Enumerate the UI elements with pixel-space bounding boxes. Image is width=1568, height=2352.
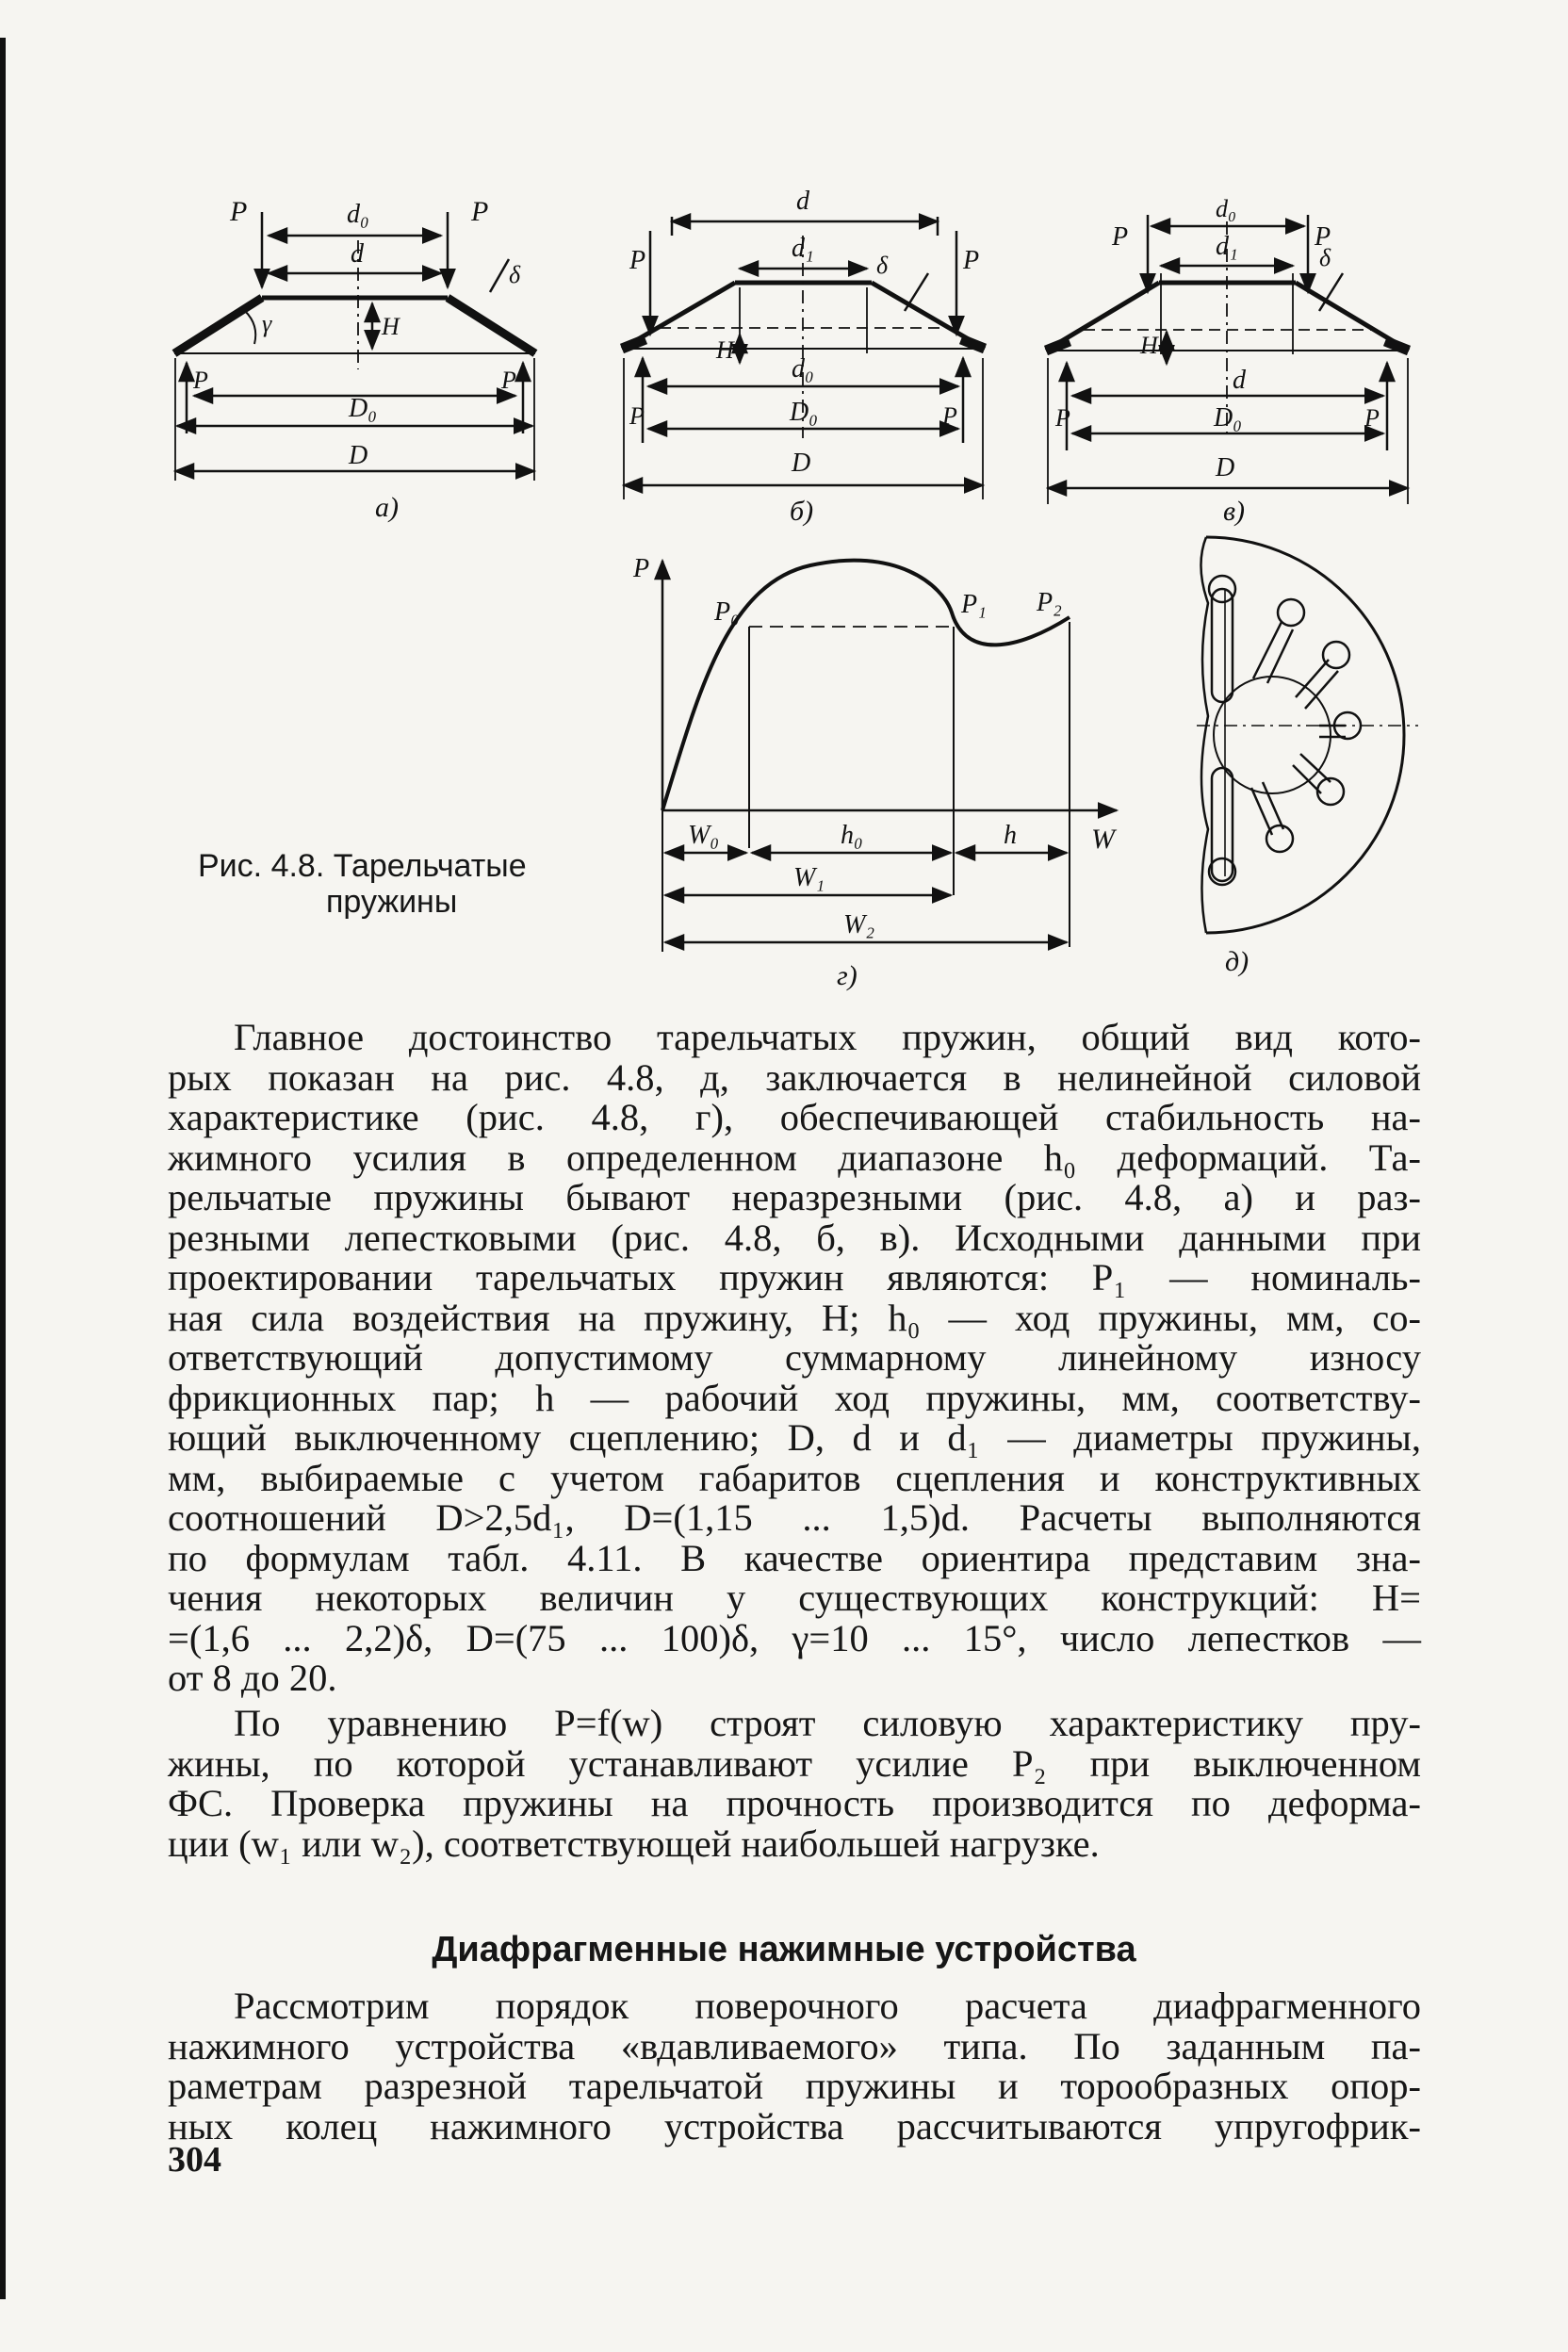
text-line: ции (w₁ или w₂), соответствующей наибольшей нагрузке. [168,1821,1100,1865]
panel-a-label-p-left: P [230,196,248,227]
panel-b-label-H: H [716,336,734,364]
page-number: 304 [168,2140,221,2180]
panel-b-label-p-left: P [629,246,646,275]
text-line: мм, выбираемые с учетом габаритов сцепления и конструктивных [168,1456,1421,1499]
panel-v-label-D: D [1216,453,1235,482]
panel-g-axis-W: W [1091,824,1115,855]
panel-g-label-h: h [1004,821,1017,850]
text-line: Главное достоинство тарельчатых пружин, общий вид кото- [234,1016,1421,1058]
text-line: соотношений D>2,5d₁, D=(1,15 ... 1,5)d. Расчеты выполняются [168,1496,1421,1539]
panel-b-label-D: D [792,449,811,478]
panel-g-label-W2: W₂ [843,910,875,939]
panel-v-label-p-bottom-left: P [1055,404,1070,432]
panel-v-label-delta: δ [1319,244,1331,271]
panel-label-v: в) [1223,496,1246,527]
panel-b-label-d0: d₀ [792,354,814,384]
text-line: рельчатые пружины бывают неразрезными (рис. 4.8, а) и раз- [168,1176,1421,1218]
panel-b-label-d: d [796,187,809,216]
panel-label-d: д) [1225,946,1250,977]
panel-a-label-D: D [349,441,368,470]
text-line: =(1,6 ... 2,2)δ, D=(75 ... 100)δ, γ=10 ... 15°, число лепестков — [168,1616,1421,1659]
panel-a-label-d0: d₀ [347,200,369,229]
panel-label-b: б) [790,496,814,527]
text-line: ных колец нажимного устройства рассчитываются упругофрик- [168,2104,1421,2148]
panel-d-diaphragm [1197,537,1418,933]
panel-g-axis-P: P [633,554,650,583]
text-line: резными лепестковыми (рис. 4.8, б, в). Исходными данными при [168,1216,1421,1259]
panel-b-label-D0: D₀ [790,398,818,427]
text-line: жимного усилия в определенном диапазоне h₀ деформаций. Та- [168,1135,1421,1179]
text-line: раметрам разрезной тарельчатой пружины и торообразных опор- [168,2065,1421,2107]
panel-a-label-p-bottom-left: P [193,367,208,394]
panel-a-label-H: H [382,313,400,340]
panel-a-label-delta: δ [509,261,521,288]
panel-v-label-p-bottom-right: P [1364,404,1380,432]
text-line: чения некоторых величин у существующих конструкций: H= [168,1576,1421,1619]
text-line: ФС. Проверка пружины на прочность производится по деформа- [168,1782,1421,1824]
panel-a-label-p-right: P [471,196,489,227]
section-heading: Диафрагменные нажимные устройства [432,1930,1136,1969]
text-line: По уравнению P=f(w) строят силовую характеристику пру- [234,1702,1421,1744]
panel-v-label-H: H [1140,332,1158,359]
panel-g-label-P2: P₂ [1037,588,1062,617]
panel-g-label-h0: h₀ [841,821,863,850]
panel-b-label-p-right: P [963,246,980,275]
figure-caption [198,848,612,920]
panel-b-label-p-bottom-right: P [942,402,957,430]
text-line: ющий выключенному сцеплению; D, d и d₁ — диаметры пружины, [168,1416,1421,1459]
panel-v-label-p-right: P [1315,222,1331,252]
text-line: проектировании тарельчатых пружин являются: P₁ — номиналь- [168,1256,1421,1298]
caption-line-2: пружины [326,884,458,920]
panel-v-label-d1: d₁ [1216,232,1238,261]
text-line: Рассмотрим порядок поверочного расчета диафрагменного [234,1984,1421,2027]
panel-g-label-P1: P₁ [961,590,987,619]
panel-b-label-d1: d₁ [792,234,814,263]
paragraph-2 [168,1704,1421,1864]
paragraph-1 [168,1018,1421,1699]
panel-v-label-d: d [1233,366,1246,395]
panel-v-label-p-left: P [1112,222,1129,252]
panel-g-label-P0: P₀ [714,597,740,627]
text-line: характеристике (рис. 4.8, г), обеспечивающей стабильность на- [168,1096,1421,1138]
panel-g-label-W1: W₁ [793,863,825,892]
text-line: нажимного устройства «вдавливаемого» типа. По заданным па- [168,2024,1421,2067]
panel-a-label-p-bottom-right: P [501,367,516,394]
panel-g-label-W0: W₀ [688,821,720,850]
text-line: фрикционных пар; h — рабочий ход пружины, мм, соответству- [168,1376,1421,1419]
text-line: от 8 до 20. [168,1657,337,1699]
panel-v-label-d0: d₀ [1216,195,1237,222]
panel-label-g: г) [837,960,858,991]
panel-a-label-D0: D₀ [349,394,377,423]
panel-label-a: а) [375,492,399,523]
caption-line-1: Рис. 4.8. Тарельчатые [198,848,527,884]
text-line: жины, по которой устанавливают усилие P₂ при выключенном [168,1741,1421,1785]
panel-b-label-delta: δ [876,252,889,279]
text-line: по формулам табл. 4.11. В качестве ориентира представим зна- [168,1536,1421,1579]
panel-a-label-d: d [351,239,364,269]
panel-b-label-p-bottom-left: P [629,402,645,430]
text-line: рых показан на рис. 4.8, д, заключается в нелинейной силовой [168,1055,1421,1099]
text-line: ответствующий допустимому суммарному линейному износу [168,1336,1421,1379]
paragraph-3 [168,1986,1421,2147]
panel-v-label-D0: D₀ [1214,403,1242,433]
text-line: ная сила воздействия на пружину, Н; h₀ — ход пружины, мм, со- [168,1296,1421,1339]
panel-a-label-gamma: γ [262,310,272,337]
